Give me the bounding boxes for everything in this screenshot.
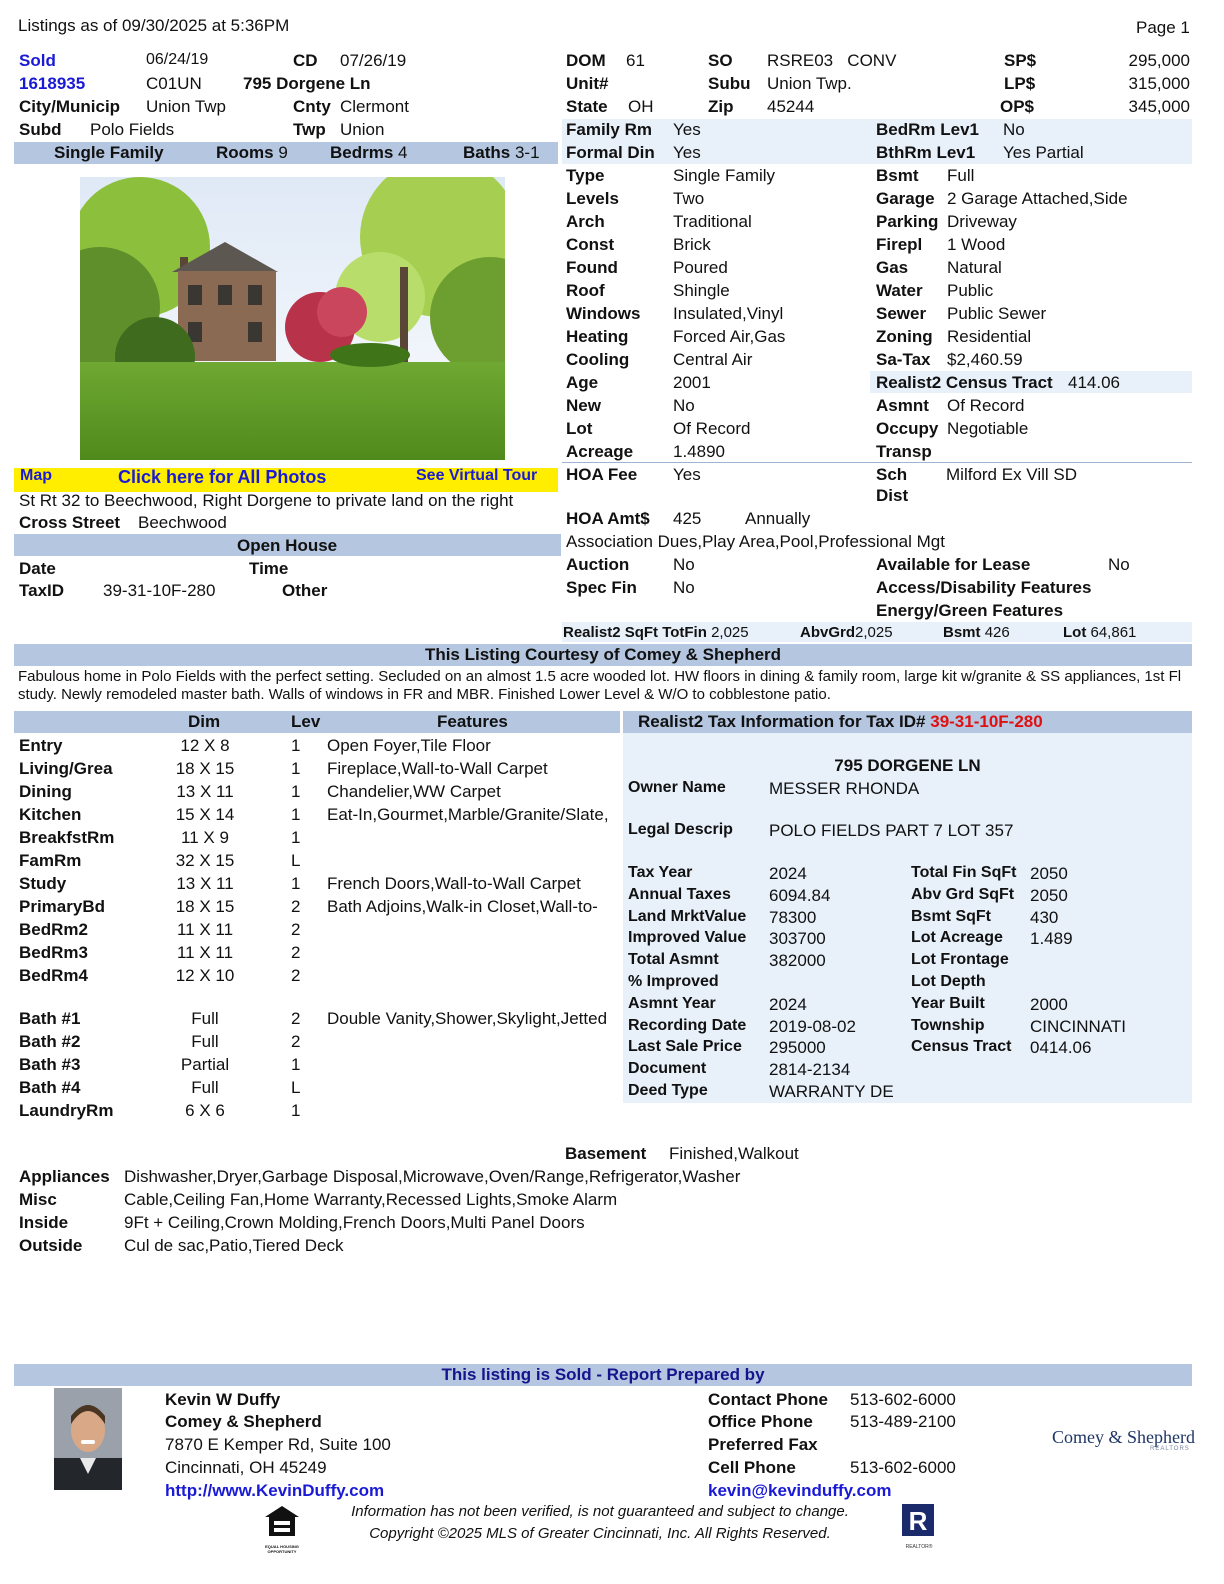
tax-field-label: Lot Depth (911, 973, 986, 990)
tax-address: 795 DORGENE LN (834, 756, 981, 775)
table-row-name: Bath #3 (19, 1055, 81, 1074)
svg-text:R: R (908, 1506, 928, 1536)
table-row-dim: 12 X 8 (180, 736, 230, 755)
subu-value: Union Twp. (767, 74, 852, 93)
feature-label: Levels (566, 189, 619, 208)
feature-value: 1 Wood (947, 235, 1006, 254)
feature-value: Of Record (947, 396, 1025, 415)
basement-label: Basement (565, 1144, 647, 1163)
lease-label: Available for Lease (876, 555, 1031, 574)
rooms-label: Rooms (216, 143, 274, 162)
feature-value: Shingle (673, 281, 730, 300)
table-row-lev: 2 (291, 943, 301, 962)
page-number: Page 1 (1136, 18, 1190, 37)
summary-bedrms (330, 143, 408, 163)
tax-field-label: Lot Acreage (911, 929, 1003, 947)
sqft-lot-value: 64,861 (1090, 624, 1137, 641)
feature-value: $2,460.59 (947, 350, 1023, 369)
rooms-value: 9 (278, 143, 288, 162)
taxid-label: TaxID (19, 581, 65, 600)
energy-label: Energy/Green Features (876, 601, 1064, 620)
feature-value: 414.06 (1068, 373, 1120, 392)
table-row-name: LaundryRm (19, 1101, 114, 1120)
company-logo: Comey & Shepherd (1052, 1427, 1195, 1447)
feature-value: Of Record (673, 419, 751, 438)
table-row-dim: 12 X 10 (175, 966, 235, 985)
tax-field-value: 2024 (769, 864, 807, 883)
feature-label: Garage (876, 189, 935, 208)
feature-value: 2001 (673, 373, 711, 392)
table-row-dim: Full (191, 1009, 219, 1028)
table-row-features: Double Vanity,Shower,Skylight,Jetted (327, 1009, 608, 1028)
table-row-dim: 11 X 9 (181, 828, 229, 847)
agent-portrait-graphic (54, 1388, 122, 1490)
table-row-features: Open Foyer,Tile Floor (327, 736, 491, 755)
office-code: C01UN (146, 74, 202, 93)
owner-label: Owner Name (628, 779, 726, 796)
feature-value: Public Sewer (947, 304, 1047, 323)
table-row-dim: 11 X 11 (176, 943, 234, 962)
tax-field-label: Lot Frontage (911, 951, 1009, 969)
baths-value: 3-1 (514, 143, 540, 162)
courtesy-text: This Listing Courtesy of Comey & Shepherd (424, 645, 782, 664)
summary-rooms (216, 143, 288, 163)
feature-label: Bsmt (876, 166, 919, 185)
specfin-value: No (673, 578, 695, 597)
table-row-name: BreakfstRm (19, 828, 115, 847)
agent-address-2: Cincinnati, OH 45249 (165, 1458, 327, 1477)
table-row-features: French Doors,Wall-to-Wall Carpet (327, 874, 581, 893)
property-address: 795 Dorgene Ln (243, 74, 371, 93)
subd-value: Polo Fields (90, 120, 175, 139)
unit-label: Unit# (566, 74, 609, 93)
access-label: Access/Disability Features (876, 578, 1092, 597)
tax-field-value: 382000 (769, 951, 826, 971)
legal-label: Legal Descrip (628, 821, 733, 838)
auction-value: No (673, 555, 695, 574)
tax-field-value: CINCINNATI (1030, 1016, 1127, 1036)
table-row-features: Fireplace,Wall-to-Wall Carpet (327, 759, 548, 778)
table-row-features: Eat-In,Gourmet,Marble/Granite/Slate, (327, 805, 609, 824)
table-row-name: BedRm2 (19, 920, 88, 939)
subu-label: Subu (708, 74, 751, 93)
sch-label-1: Sch (876, 465, 908, 484)
feature-value: No (1003, 120, 1025, 139)
contact-phone: 513-602-6000 (850, 1390, 956, 1409)
table-row-name: BedRm3 (19, 943, 88, 962)
map-link[interactable]: Map (20, 467, 52, 484)
agent-address-1: 7870 E Kemper Rd, Suite 100 (165, 1435, 391, 1454)
virtual-tour-link[interactable]: See Virtual Tour (416, 467, 538, 484)
tax-field-value: 303700 (769, 929, 826, 949)
tax-field-label: Abv Grd SqFt (911, 885, 1015, 903)
table-row-name: Bath #1 (19, 1009, 81, 1028)
sqft-bsmt (943, 624, 1010, 641)
dim-header: Dim (188, 712, 221, 731)
tax-field-label: Township (911, 1016, 985, 1034)
mls-number-link[interactable]: 1618935 (19, 74, 86, 93)
tax-field-value: 295000 (769, 1038, 826, 1058)
tax-field-label: Bsmt SqFt (911, 907, 991, 925)
city-value: Union Twp (146, 97, 227, 116)
tax-field-value: WARRANTY DE (769, 1082, 894, 1101)
tax-field-label: Land MrktValue (628, 907, 747, 925)
tax-title (638, 712, 1043, 732)
tax-field-label: Deed Type (628, 1082, 708, 1099)
feature-value: Yes Partial (1003, 143, 1084, 162)
tax-field-label: Annual Taxes (628, 885, 731, 903)
feature-value: Public (947, 281, 994, 300)
tax-field-value: 6094.84 (769, 885, 831, 905)
tax-field-label: Improved Value (628, 929, 747, 947)
feature-label: BthRm Lev1 (876, 143, 976, 162)
tax-field-label: Document (628, 1060, 707, 1078)
twp-value: Union (340, 120, 385, 139)
open-house-title: Open House (237, 536, 338, 555)
table-row-lev: 2 (291, 897, 301, 916)
legal-value: POLO FIELDS PART 7 LOT 357 (769, 821, 1014, 840)
tax-field-value: 1.489 (1030, 929, 1073, 949)
realtor-icon (897, 1503, 941, 1550)
footer-disclaimer: Information has not been verified, is not guaranteed and subject to change. (351, 1503, 849, 1520)
feature-label: Arch (566, 212, 605, 231)
divider-line (562, 462, 1192, 463)
feature-label: Realist2 Census Tract (876, 373, 1053, 392)
table-row-dim: Partial (180, 1055, 230, 1074)
dom-value: 61 (626, 51, 645, 70)
feature-label: Family Rm (566, 120, 652, 139)
table-row-dim: 18 X 15 (175, 897, 235, 916)
feature-value: Driveway (947, 212, 1017, 231)
lease-value: No (1108, 555, 1130, 574)
subd-label: Subd (19, 120, 62, 139)
table-row-name: Kitchen (19, 805, 82, 824)
feature-value: Yes (673, 143, 701, 162)
table-row-lev: 1 (291, 805, 301, 824)
office-phone: 513-489-2100 (850, 1412, 956, 1431)
footer-copyright: Copyright ©2025 MLS of Greater Cincinnati, Inc. All Rights Reserved. (369, 1525, 831, 1542)
sch-label-2: Dist (876, 486, 909, 505)
hoa-fee-value: Yes (673, 465, 701, 484)
twp-label: Twp (293, 120, 326, 139)
cross-street-label: Cross Street (19, 513, 121, 532)
so-value: RSRE03 CONV (767, 51, 897, 70)
table-row-dim: 15 X 14 (175, 805, 235, 824)
bedrms-value: 4 (398, 143, 408, 162)
sp-label: SP$ (1004, 51, 1037, 70)
baths-label: Baths (463, 143, 511, 162)
state-label: State (566, 97, 608, 116)
hoa-association: Association Dues,Play Area,Pool,Professional Mgt (566, 532, 945, 551)
features-header: Features (437, 712, 508, 731)
tax-field-value: 2050 (1030, 885, 1068, 905)
table-row-name: PrimaryBd (19, 897, 105, 916)
sqft-abv (800, 624, 893, 641)
feature-value: Single Family (673, 166, 776, 185)
table-row-name: FamRm (19, 851, 82, 870)
sqft-lot-label: Lot (1063, 624, 1087, 641)
tax-field-label: Tax Year (628, 864, 693, 881)
table-row-lev: L (291, 1078, 301, 1097)
extra-value: 9Ft + Ceiling,Crown Molding,French Doors,Multi Panel Doors (124, 1213, 585, 1232)
extra-label: Misc (19, 1190, 57, 1209)
tax-field-label: % Improved (628, 973, 719, 990)
agent-company: Comey & Shepherd (165, 1412, 322, 1431)
table-row-name: Entry (19, 736, 63, 755)
cd-label: CD (293, 51, 318, 70)
feature-label: Water (876, 281, 923, 300)
sold-banner: This listing is Sold - Report Prepared by (441, 1365, 765, 1384)
feature-value: Residential (947, 327, 1032, 346)
table-row-lev: L (291, 851, 301, 870)
realtor-text: REALTOR® (905, 1544, 933, 1550)
feature-value: Poured (673, 258, 728, 277)
extra-label: Inside (19, 1213, 69, 1232)
tax-field-label: Total Asmnt (628, 951, 719, 969)
extra-value: Dishwasher,Dryer,Garbage Disposal,Microwave,Oven/Range,Refrigerator,Washer (124, 1167, 741, 1186)
feature-value: Central Air (673, 350, 753, 369)
table-row-name: Bath #2 (19, 1032, 81, 1051)
feature-label: Sa-Tax (876, 350, 931, 369)
tax-field-label: Census Tract (911, 1038, 1012, 1056)
cross-street-value: Beechwood (138, 513, 227, 532)
table-row-lev: 1 (291, 1101, 301, 1120)
extra-value: Cul de sac,Patio,Tiered Deck (124, 1236, 344, 1255)
tax-field-label: Recording Date (628, 1016, 747, 1034)
agent-website-link[interactable]: http://www.KevinDuffy.com (165, 1481, 385, 1500)
table-row-name: BedRm4 (19, 966, 88, 985)
office-phone-label: Office Phone (708, 1412, 813, 1431)
sqft-totfin-label: Realist2 SqFt TotFin (563, 624, 707, 641)
lev-header: Lev (291, 712, 321, 731)
lp-value: 315,000 (1128, 74, 1190, 93)
fax-label: Preferred Fax (708, 1435, 818, 1454)
table-row-name: Living/Grea (19, 759, 113, 778)
hoa-amt-value: 425 (673, 509, 702, 528)
table-row-dim: 32 X 15 (175, 851, 235, 870)
house-photo-graphic (80, 177, 505, 460)
equal-housing-icon (262, 1503, 302, 1554)
table-row-lev: 1 (291, 1055, 301, 1074)
sqft-lot (1063, 624, 1136, 641)
sqft-totfin-value: 2,025 (711, 624, 749, 641)
hoa-frequency: Annually (745, 509, 811, 528)
county-label: Cnty (293, 97, 331, 116)
table-row-lev: 1 (291, 736, 301, 755)
tax-field-value: 0414.06 (1030, 1038, 1092, 1058)
feature-value: No (673, 396, 695, 415)
table-row-dim: Full (191, 1078, 219, 1097)
sqft-totfin (563, 624, 749, 641)
table-row-lev: 2 (291, 920, 301, 939)
feature-label: Windows (566, 304, 641, 323)
lp-label: LP$ (1004, 74, 1036, 93)
feature-value: Natural (947, 258, 1002, 277)
oh-time-label: Time (249, 559, 289, 578)
feature-label: Parking (876, 212, 939, 231)
feature-label: Zoning (876, 327, 933, 346)
status-sold: Sold (19, 51, 56, 70)
feature-value: Traditional (673, 212, 752, 231)
feature-label: Sewer (876, 304, 927, 323)
property-photo[interactable] (80, 177, 505, 460)
tax-title-text: Realist2 Tax Information for Tax ID# (638, 712, 926, 731)
remarks: Fabulous home in Polo Fields with the perfect setting. Secluded on an almost 1.5 acre wooded lot. HW floors in dining & family room, large kit w/granite & SS appliances, 1st Fl study. Newly remodeled master bath. Walls of windows in FR and MBR. Finished Lower Level & W/O to cobblestone patio. (18, 668, 1182, 703)
feature-value: Yes (673, 120, 701, 139)
oh-date-label: Date (19, 559, 56, 578)
feature-label: New (566, 396, 601, 415)
sp-value: 295,000 (1128, 51, 1190, 70)
table-row-name: Dining (19, 782, 72, 801)
table-row-name: Bath #4 (19, 1078, 81, 1097)
summary-baths (463, 143, 540, 163)
table-row-dim: 18 X 15 (175, 759, 235, 778)
feature-label: Roof (566, 281, 605, 300)
feature-value: 2 Garage Attached,Side (947, 189, 1128, 208)
dom-label: DOM (566, 51, 606, 70)
cd-date: 07/26/19 (340, 51, 407, 70)
feature-value: Forced Air,Gas (673, 327, 786, 346)
table-row-dim: 11 X 11 (176, 920, 234, 939)
tax-field-label: Year Built (911, 994, 985, 1012)
feature-label: Occupy (876, 419, 939, 438)
table-row-lev: 1 (291, 759, 301, 778)
bedrms-label: Bedrms (330, 143, 394, 162)
feature-label: Found (566, 258, 618, 277)
table-row-lev: 2 (291, 966, 301, 985)
feature-label: BedRm Lev1 (876, 120, 979, 139)
op-value: 345,000 (1128, 97, 1190, 116)
feature-value: Insulated,Vinyl (673, 304, 784, 323)
table-row-dim: 13 X 11 (176, 782, 234, 801)
hoa-amt-label: HOA Amt$ (566, 509, 650, 528)
tax-id-red: 39-31-10F-280 (930, 712, 1043, 731)
zip-label: Zip (708, 97, 734, 116)
other-label: Other (282, 581, 328, 600)
county-value: Clermont (340, 97, 409, 116)
all-photos-link[interactable]: Click here for All Photos (118, 467, 327, 487)
eho-text: EQUAL HOUSING OPPORTUNITY (265, 1544, 299, 1554)
feature-label: Firepl (876, 235, 923, 254)
sold-date: 06/24/19 (146, 51, 209, 68)
tax-field-label: Last Sale Price (628, 1038, 742, 1056)
extra-value: Cable,Ceiling Fan,Home Warranty,Recessed Lights,Smoke Alarm (124, 1190, 618, 1209)
feature-label: Gas (876, 258, 909, 277)
feature-label: Lot (566, 419, 593, 438)
directions: St Rt 32 to Beechwood, Right Dorgene to private land on the right (19, 491, 514, 510)
feature-value: 1.4890 (673, 442, 725, 461)
table-row-lev: 1 (291, 782, 301, 801)
feature-label: Const (566, 235, 615, 254)
sqft-bsmt-value: 426 (984, 624, 1010, 641)
tax-field-value: 78300 (769, 907, 817, 927)
cell-phone-label: Cell Phone (708, 1458, 796, 1477)
auction-label: Auction (566, 555, 630, 574)
zip-value: 45244 (767, 97, 815, 116)
listings-as-of: Listings as of 09/30/2025 at 5:36PM (18, 16, 290, 35)
hoa-fee-label: HOA Fee (566, 465, 638, 484)
contact-phone-label: Contact Phone (708, 1390, 828, 1409)
feature-value: Negotiable (947, 419, 1029, 438)
agent-photo (54, 1388, 122, 1490)
table-row-dim: Full (191, 1032, 219, 1051)
city-label: City/Municip (19, 97, 121, 116)
sqft-abv-label: AbvGrd (800, 624, 856, 641)
feature-value: Two (673, 189, 705, 208)
tax-field-value: 2050 (1030, 864, 1068, 883)
company-logo-sub: REALTORS (1150, 1446, 1190, 1452)
feature-label: Asmnt (876, 396, 929, 415)
extra-label: Outside (19, 1236, 83, 1255)
owner-value: MESSER RHONDA (769, 779, 920, 798)
feature-label: Heating (566, 327, 629, 346)
extra-label: Appliances (19, 1167, 110, 1186)
feature-label: Cooling (566, 350, 630, 369)
table-row-dim: 13 X 11 (176, 874, 234, 893)
basement-value: Finished,Walkout (669, 1144, 799, 1163)
table-row-dim: 6 X 6 (185, 1101, 225, 1120)
taxid-value: 39-31-10F-280 (103, 581, 216, 600)
agent-email-link[interactable]: kevin@kevinduffy.com (708, 1481, 892, 1500)
table-row-lev: 2 (291, 1032, 301, 1051)
feature-label: Formal Din (566, 143, 655, 162)
state-value: OH (628, 97, 654, 116)
agent-name: Kevin W Duffy (165, 1390, 281, 1409)
summary-type: Single Family (54, 143, 164, 162)
table-row-features: Bath Adjoins,Walk-in Closet,Wall-to- (327, 897, 598, 916)
table-row-features: Chandelier,WW Carpet (327, 782, 501, 801)
feature-value: Full (947, 166, 975, 185)
feature-label: Age (566, 373, 599, 392)
op-label: OP$ (1000, 97, 1035, 116)
feature-label: Type (566, 166, 605, 185)
tax-field-value: 2024 (769, 994, 807, 1014)
tax-field-label: Asmnt Year (628, 994, 716, 1012)
feature-value: Brick (673, 235, 711, 254)
sqft-abv-value: 2,025 (855, 624, 893, 641)
specfin-label: Spec Fin (566, 578, 637, 597)
table-row-name: Study (19, 874, 67, 893)
feature-label: Acreage (566, 442, 634, 461)
table-row-lev: 2 (291, 1009, 301, 1028)
so-label: SO (708, 51, 733, 70)
table-row-lev: 1 (291, 874, 301, 893)
school-district: Milford Ex Vill SD (946, 465, 1077, 484)
cell-phone: 513-602-6000 (850, 1458, 956, 1477)
tax-field-value: 2814-2134 (769, 1060, 851, 1080)
sqft-bsmt-label: Bsmt (943, 624, 981, 641)
tax-field-value: 2019-08-02 (769, 1016, 856, 1036)
tax-field-label: Total Fin SqFt (911, 864, 1017, 881)
tax-field-value: 430 (1030, 907, 1059, 927)
tax-field-value: 2000 (1030, 994, 1068, 1014)
feature-label: Transp (876, 442, 932, 461)
table-row-lev: 1 (291, 828, 301, 847)
